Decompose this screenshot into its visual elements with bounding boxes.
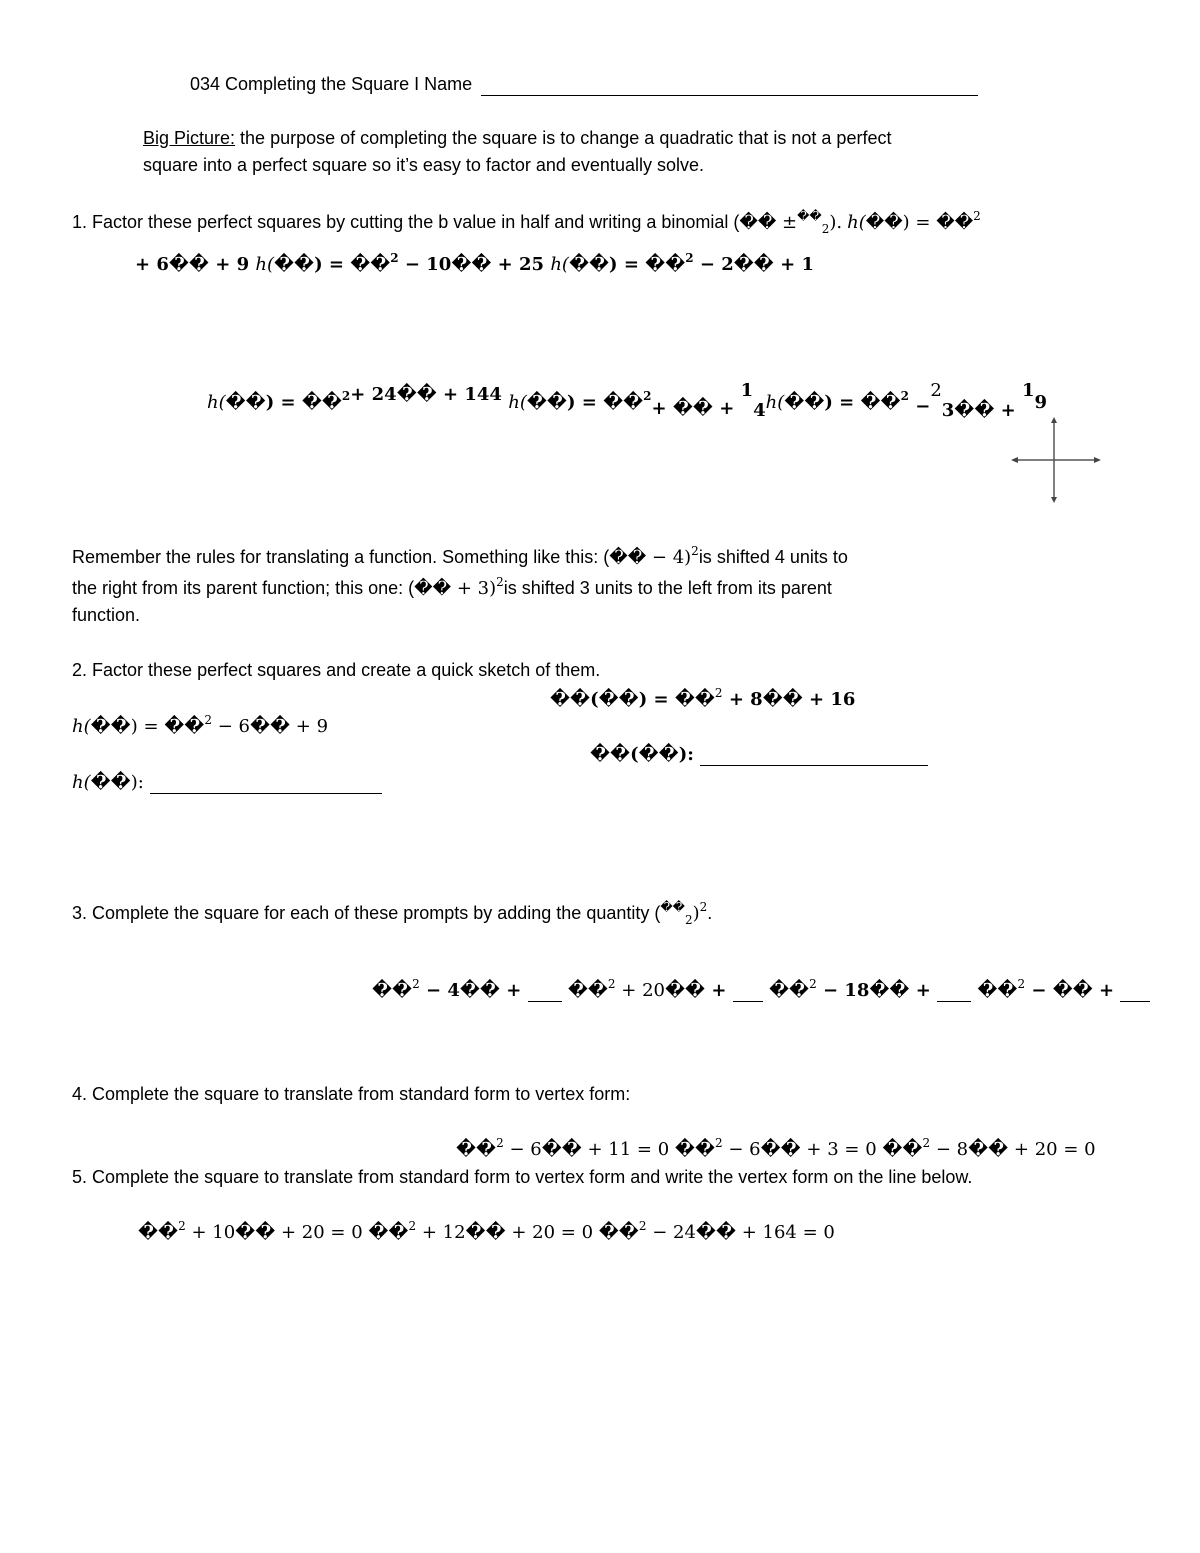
glyph: ��: [350, 254, 391, 275]
t: + 12: [416, 1222, 466, 1243]
q5-number: 5.: [72, 1167, 88, 1187]
t: −: [915, 396, 931, 417]
t: + 16: [802, 689, 856, 710]
blank-4[interactable]: [1120, 980, 1150, 1002]
q1-row3: [207, 380, 1048, 421]
glyph: ��: [90, 772, 131, 793]
glyph: ��: [598, 1222, 639, 1243]
t: function.: [72, 605, 141, 625]
t: 2: [684, 913, 693, 927]
t: 4: [753, 400, 766, 421]
q2-left-answer: [72, 772, 382, 794]
exponent: 2: [900, 389, 909, 403]
q4-equations: [456, 1136, 1096, 1160]
q5-equations: [138, 1219, 835, 1243]
glyph: ��: [1052, 980, 1093, 1001]
t: + 20: [615, 980, 665, 1001]
big-picture-label: Big Picture:: [143, 128, 236, 148]
answer-line-left[interactable]: [150, 772, 382, 794]
remember-line2: [72, 575, 832, 599]
q1-number: 1.: [72, 212, 88, 232]
t: + 9: [208, 254, 256, 275]
blank-2[interactable]: [733, 980, 763, 1002]
q1-prompt: Factor these perfect squares by cutting the b value in half and writing a binomial (: [87, 212, 740, 232]
glyph: ��: [301, 392, 342, 413]
t: 2: [930, 380, 942, 401]
title-text: 034 Completing the Square I Name: [190, 74, 473, 94]
exponent: 2: [809, 977, 817, 991]
glyph: ��: [550, 689, 591, 710]
q3-number: 3.: [72, 903, 88, 923]
q4-number: 4.: [72, 1084, 88, 1104]
page-title: [190, 74, 978, 96]
t: ) =: [638, 689, 675, 710]
t: − 18: [816, 980, 870, 1001]
glyph: ��: [273, 254, 315, 275]
glyph: ��: [598, 689, 639, 710]
t: + 20 = 0: [505, 1222, 599, 1243]
remember-line3: [72, 605, 140, 626]
glyph: ��: [603, 392, 644, 413]
glyph: ��: [567, 980, 608, 1001]
t: Complete the square to translate from standard form to vertex form:: [87, 1084, 631, 1104]
q3-prompt: [72, 900, 713, 927]
t: ) =: [265, 392, 302, 413]
q2-left-eq: [72, 713, 329, 737]
t: h(: [72, 716, 91, 737]
glyph: ��: [768, 980, 810, 1001]
glyph: ��: [90, 716, 131, 737]
blank-1[interactable]: [528, 980, 562, 1002]
exponent: 2: [412, 977, 420, 991]
glyph: ��: [762, 689, 803, 710]
t: + 164 = 0: [735, 1222, 835, 1243]
t: +: [651, 398, 673, 419]
exponent: 2: [922, 1136, 931, 1150]
glyph: ��: [674, 1139, 715, 1160]
t: +: [499, 980, 528, 1001]
t: 1: [740, 380, 754, 401]
blank-3[interactable]: [937, 980, 971, 1002]
q4-prompt: [72, 1084, 630, 1105]
t: ):: [678, 744, 694, 765]
glyph: ��: [164, 716, 205, 737]
glyph: ��: [733, 254, 774, 275]
t: .: [707, 903, 713, 923]
t: 9: [1034, 392, 1048, 413]
t: + 9: [290, 716, 329, 737]
t: + 10: [185, 1222, 236, 1243]
exponent: 2: [341, 389, 351, 403]
t: + 8: [722, 689, 763, 710]
t: + 3 = 0: [800, 1139, 883, 1160]
glyph: ��: [760, 1139, 801, 1160]
glyph: ��: [590, 744, 631, 765]
t: + 144: [436, 384, 502, 405]
t: Remember the rules for translating a function. Something like this: (: [72, 547, 610, 567]
glyph: ��: [674, 689, 715, 710]
t: h(: [550, 254, 569, 275]
glyph: ��: [168, 254, 209, 275]
glyph: ��: [459, 980, 500, 1001]
exponent: 2: [685, 251, 694, 265]
glyph: ��: [235, 1222, 276, 1243]
q1-row2: [135, 251, 814, 275]
t: is shifted 4 units to: [698, 547, 848, 567]
glyph: ��: [638, 744, 679, 765]
t: (: [590, 689, 599, 710]
exponent: 2: [638, 1219, 647, 1233]
exponent: 2: [699, 900, 708, 914]
t: h(: [207, 392, 226, 413]
q5-prompt: [72, 1167, 972, 1188]
t: − 8: [930, 1139, 969, 1160]
binomial-end: ).: [829, 212, 843, 233]
glyph: ��: [526, 392, 567, 413]
glyph: ��: [249, 716, 291, 737]
q2-prompt: [72, 660, 600, 681]
t: Complete the square for each of these prompts by adding the quantity (: [87, 903, 661, 923]
q2-right-answer: [590, 744, 928, 766]
q3-expressions: [372, 977, 1150, 1002]
glyph: ��: [936, 212, 974, 233]
glyph: ��: [372, 980, 413, 1001]
t: h(: [765, 392, 785, 413]
glyph: ��: [414, 578, 452, 599]
glyph: ��: [784, 392, 825, 413]
glyph: ��: [977, 980, 1018, 1001]
answer-line-right[interactable]: [700, 744, 928, 766]
q2-right-eq: [550, 686, 856, 710]
t: is shifted 3 units to the left from its parent: [503, 578, 832, 598]
t: Complete the square to translate from standard form to vertex form and write the vertex form on the line below.: [87, 1167, 973, 1187]
t: h(: [255, 254, 274, 275]
big-picture-line2: [143, 155, 704, 176]
glyph: ��: [660, 900, 685, 914]
exponent: 2: [714, 686, 723, 700]
t: + 24: [350, 384, 397, 405]
t: +: [994, 400, 1022, 421]
t: + 1: [773, 254, 814, 275]
t: − 2: [693, 254, 734, 275]
t: h(: [508, 392, 527, 413]
exponent: 2: [643, 389, 652, 403]
t: +: [712, 398, 741, 419]
t: ): [692, 903, 700, 924]
glyph: ��: [645, 254, 686, 275]
exponent: 2: [607, 977, 616, 991]
t: ) =: [566, 392, 604, 413]
t: − 6: [722, 1139, 761, 1160]
t: 1: [1022, 380, 1035, 401]
glyph: ��: [869, 980, 910, 1001]
t: − 10: [398, 254, 452, 275]
glyph: ��: [609, 547, 647, 568]
glyph: ��: [396, 384, 437, 405]
t: + 3): [451, 578, 497, 599]
t: the right from its parent function; this one: (: [72, 578, 415, 598]
glyph: ��: [865, 212, 903, 233]
name-blank-line: [481, 74, 978, 96]
t: +: [909, 980, 938, 1001]
glyph: ��: [695, 1222, 736, 1243]
t: +: [705, 980, 733, 1001]
exponent: 2: [204, 713, 212, 727]
exponent: 2: [1017, 977, 1026, 991]
t: + 11 = 0: [581, 1139, 675, 1160]
exponent: 2: [691, 544, 699, 558]
t: h(: [72, 772, 91, 793]
t: ) =: [130, 716, 165, 737]
glyph: ��: [739, 212, 777, 233]
t: ) =: [824, 392, 861, 413]
glyph: ��: [665, 980, 706, 1001]
t: (: [630, 744, 639, 765]
glyph: ��: [568, 254, 610, 275]
glyph: ��: [968, 1139, 1009, 1160]
glyph: ��: [225, 392, 266, 413]
big-picture-line1: [143, 128, 891, 149]
remember-line1: [72, 544, 848, 568]
glyph: ��: [541, 1139, 582, 1160]
t: + 25: [491, 254, 551, 275]
t: +: [1092, 980, 1121, 1001]
glyph-num: ��: [797, 209, 822, 223]
glyph: ��: [451, 254, 492, 275]
glyph: ��: [860, 392, 901, 413]
exponent: 2: [496, 1136, 504, 1150]
glyph: ��: [465, 1222, 506, 1243]
t: 3: [941, 400, 955, 421]
t: + 20 = 0: [1008, 1139, 1096, 1160]
plus-minus: ±: [776, 212, 798, 233]
t: Factor these perfect squares and create a quick sketch of them.: [87, 660, 601, 680]
t: −: [1025, 980, 1053, 1001]
glyph: ��: [368, 1222, 409, 1243]
q2-number: 2.: [72, 660, 88, 680]
exponent: 2: [496, 575, 504, 589]
t: − 24: [646, 1222, 696, 1243]
t: ) =: [314, 254, 351, 275]
glyph: ��: [456, 1139, 497, 1160]
t: ):: [130, 772, 144, 793]
exponent: 2: [408, 1219, 417, 1233]
eq-tail: ) =: [902, 212, 937, 233]
t: − 6: [503, 1139, 542, 1160]
big-picture-text2: square into a perfect square so it’s easy to factor and eventually solve.: [143, 155, 704, 175]
big-picture-text1: the purpose of completing the square is to change a quadratic that is not a perfect: [235, 128, 892, 148]
q1-prompt-line: [72, 209, 981, 236]
t: − 4: [419, 980, 460, 1001]
glyph: ��: [954, 400, 995, 421]
t: ) =: [609, 254, 646, 275]
t: − 4): [646, 547, 692, 568]
eq-start: h(: [847, 212, 866, 233]
exponent: 2: [390, 251, 399, 265]
exponent: 2: [178, 1219, 186, 1233]
glyph-den: 2: [821, 222, 830, 236]
t: + 20 = 0: [275, 1222, 369, 1243]
t: − 6: [211, 716, 250, 737]
glyph: ��: [672, 398, 713, 419]
t: + 6: [135, 254, 169, 275]
exponent: 2: [973, 209, 981, 223]
coordinate-axes-icon: [1010, 416, 1102, 504]
glyph: ��: [882, 1139, 923, 1160]
glyph: ��: [138, 1222, 179, 1243]
exponent: 2: [715, 1136, 723, 1150]
